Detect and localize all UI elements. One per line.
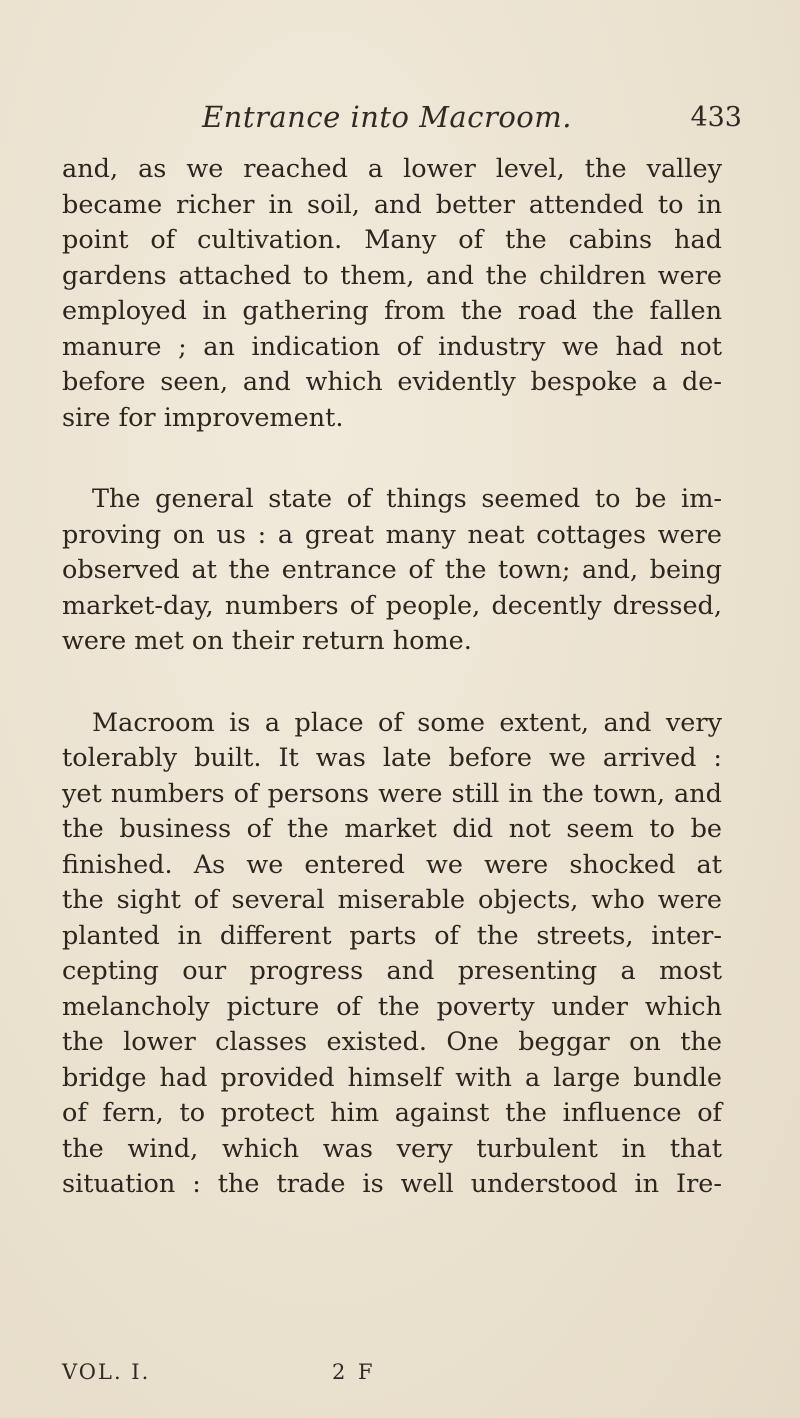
paragraph-gap — [62, 660, 722, 706]
text-line: finished. As we entered we were shocked at — [62, 849, 722, 880]
text-line: The general state of things seemed to be im- — [92, 484, 722, 514]
text-line: Macroom is a place of some extent, and very — [92, 707, 722, 738]
text-line: bridge had provided himself with a large bundle — [62, 1062, 722, 1093]
text-line: tolerably built. It was late before we arrived : — [62, 743, 722, 773]
running-title: Entrance into Macroom. — [202, 100, 572, 134]
text-line: the sight of several miserable objects, who were — [62, 885, 722, 915]
text-line: gardens attached to them, and the children were — [62, 260, 722, 291]
text-line: market-day, numbers of people, decently dressed, — [62, 590, 722, 621]
text-line: observed at the entrance of the town; and, being — [62, 555, 722, 585]
text-line: situation : the trade is well understood in Ire- — [62, 1169, 722, 1199]
volume-label: VOL. I. — [62, 1360, 151, 1384]
text-line: planted in different parts of the streets, inter- — [62, 920, 722, 951]
text-line: before seen, and which evidently bespoke a de- — [62, 367, 722, 397]
text-line: cepting our progress and presenting a most — [62, 956, 722, 986]
text-line: melancholy picture of the poverty under which — [62, 991, 722, 1022]
text-line: proving on us : a great many neat cottages were — [62, 519, 722, 550]
text-line: of fern, to protect him against the influence of — [62, 1098, 722, 1128]
page-footer — [62, 1360, 722, 1396]
text-line: sire for improvement. — [62, 402, 344, 433]
text-line: the wind, which was very turbulent in that — [62, 1133, 722, 1164]
text-line: the lower classes existed. One beggar on the — [62, 1027, 722, 1057]
text-line: the business of the market did not seem to be — [62, 814, 722, 844]
page-number: 433 — [690, 102, 742, 133]
paragraph-gap — [62, 436, 722, 482]
page-header — [62, 100, 762, 140]
text-line: employed in gathering from the road the fallen — [62, 296, 722, 326]
body-text — [62, 152, 722, 1203]
paragraph-3 — [62, 706, 722, 1203]
paragraph-2 — [62, 482, 722, 660]
text-line: were met on their return home. — [62, 626, 472, 656]
text-line: yet numbers of persons were still in the town, and — [62, 778, 722, 809]
text-line: and, as we reached a lower level, the valley — [62, 154, 722, 184]
text-line: manure ; an indication of industry we had not — [62, 331, 722, 362]
paragraph-1 — [62, 152, 722, 436]
text-line: became richer in soil, and better attended to in — [62, 189, 722, 220]
signature-mark: 2 F — [332, 1360, 376, 1384]
text-line: point of cultivation. Many of the cabins had — [62, 225, 722, 255]
